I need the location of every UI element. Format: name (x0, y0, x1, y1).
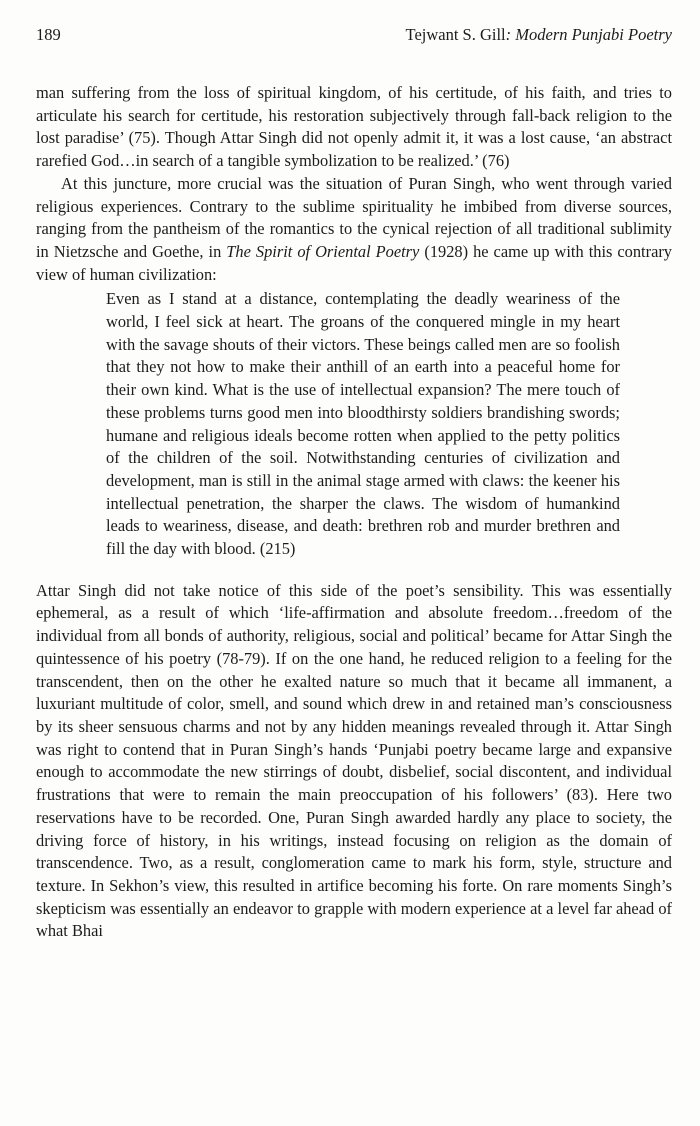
running-head-author: Tejwant S. Gill (405, 25, 506, 44)
running-head (406, 25, 672, 45)
paragraph-2-text-a: At this juncture, more crucial was the situation of Puran Singh, who went through varied religious experiences. Contrary to the sublime spirituality he imbibed from diverse sources, ranging from the pantheism of the romantics to the cynical rejection of all traditional sublimity in Nietzsche and Goethe, in (36, 173, 672, 261)
running-head-separator: : (505, 25, 516, 44)
paragraph-1: man suffering from the loss of spiritual kingdom, of his certitude, of his faith, and tries to articulate his search for certitude, his restoration subjectively through fall-back religion to the lost paradise’ (75). Though Attar Singh did not openly admit it, it was a lost cause, ‘an abstract rarefied God…in search of a tangible symbolization to be realized.’ (76) (36, 83, 672, 171)
cited-book-title: The Spirit of Oriental Poetry (226, 241, 420, 261)
body-text (36, 82, 672, 943)
paragraph-2-text-b: (1928) he came up with this contrary view of human civilization: (36, 241, 672, 284)
book-page (36, 22, 672, 943)
paragraph-3: Attar Singh did not take notice of this side of the poet’s sensibility. This was essentially ephemeral, as a result of which ‘life-affirmation and absolute freedom…freedom of the individual from all bonds of authority, religious, social and political’ became for Attar Singh the quintessence of his poetry (78-79). If on the one hand, he reduced religion to a feeling for the transcendent, then on the other he exalted nature so much that it became all immanent, a luxuriant multitude of color, smell, and sound which drew in and retained man’s consciousness by its sheer sensuous charms and not by any hidden meanings revealed through it. Attar Singh was right to contend that in Puran Singh’s hands ‘Punjabi poetry became large and expansive enough to accommodate the new stirrings of doubt, disbelief, social discontent, and individual frustrations that were to remain the main preoccupation of his followers’ (83). Here two reservations have to be recorded. One, Puran Singh awarded hardly any place to society, the driving force of history, in his writings, instead focusing on religion as the domain of transcendence. Two, as a result, conglomeration came to mark his form, style, structure and texture. In Sekhon’s view, this resulted in artifice becoming his forte. On rare moments Singh’s skepticism was essentially an endeavor to grapple with modern experience at a level far ahead of what Bhai (36, 580, 672, 941)
paragraph-2 (36, 173, 672, 287)
page-header (36, 22, 672, 52)
block-quote: Even as I stand at a distance, contemplating the deadly weariness of the world, I feel sick at heart. The groans of the conquered mingle in my heart with the savage shouts of their victors. These beings called men are so foolish that they not how to make their anthill of an earth into a peaceful home for their own kind. What is the use of intellectual expansion? The mere touch of these problems turns good men into bloodthirsty soldiers brandishing swords; humane and religious ideals become rotten when applied to the petty politics of the children of the soil. Notwithstanding centuries of civilization and development, man is still in the animal stage armed with claws: the keener his intellectual penetration, the sharper the claws. The wisdom of humankind leads to weariness, disease, and death: brethren rob and murder brethren and fill the day with blood. (215) (106, 289, 620, 559)
page-number: 189 (36, 25, 61, 44)
running-head-title: Modern Punjabi Poetry (515, 25, 672, 44)
